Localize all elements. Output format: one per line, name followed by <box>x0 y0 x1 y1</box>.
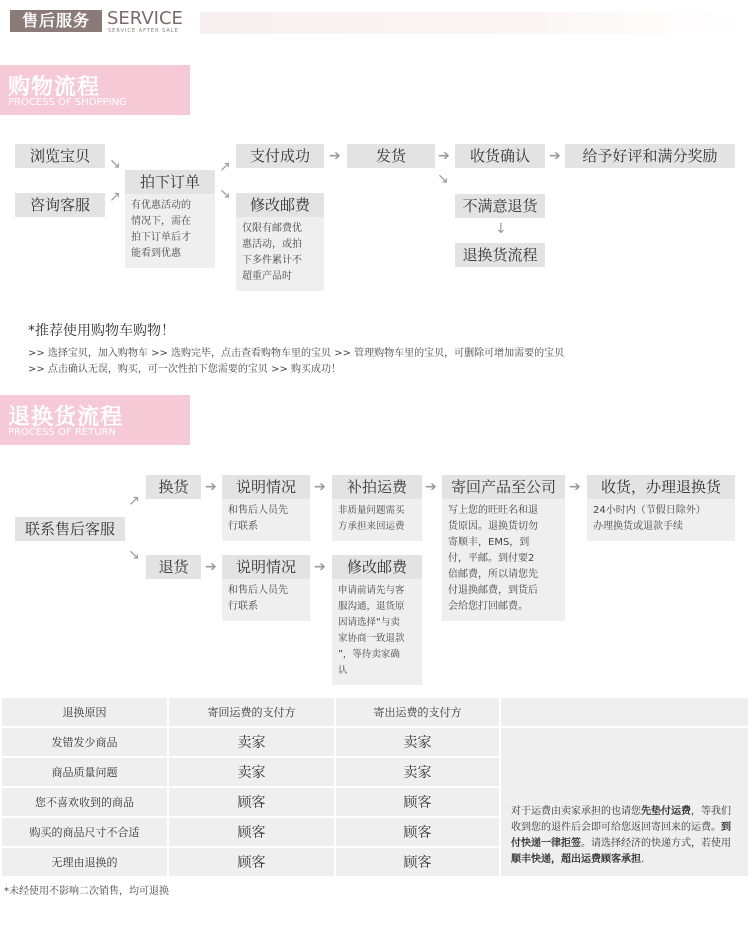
return-title-en: PROCESS OF RETURN <box>8 427 116 438</box>
arrow-right-icon: ➔ <box>438 148 450 164</box>
table-cell: 卖家 <box>336 728 499 756</box>
arrow-down-right-icon: ↘ <box>437 171 449 187</box>
step-return-flow: 退换货流程 <box>455 243 545 267</box>
table-header-empty <box>501 698 748 726</box>
arrow-right-icon: ➔ <box>549 148 561 164</box>
arrow-down-right-icon: ↘ <box>219 186 231 202</box>
table-cell: 顾客 <box>336 788 499 816</box>
arrow-down-icon: ↓ <box>495 221 507 237</box>
step-send-back-desc: 写上您的旺旺名和退 货原因。退换货切勿 寄顺丰，EMS，到 付，平邮。到付要2 倍邮费，所以请您先 付退换邮费，到货后 会给您打回邮费。 <box>442 499 565 621</box>
arrow-up-right-icon: ↗ <box>219 159 231 175</box>
table-cell: 卖家 <box>336 758 499 786</box>
table-row <box>2 728 748 756</box>
step-review: 给予好评和满分奖励 <box>565 144 735 168</box>
step-modify-fee: 修改邮费 <box>236 193 324 217</box>
step-explain-exchange: 说明情况 <box>222 475 310 499</box>
table-cell: 顾客 <box>169 788 334 816</box>
step-exchange: 换货 <box>146 475 201 499</box>
step-explain-refund-desc: 和售后人员先 行联系 <box>222 579 310 621</box>
table-cell: 顾客 <box>336 848 499 876</box>
table-cell: 商品质量问题 <box>2 758 167 786</box>
arrow-down-right-icon: ↘ <box>128 547 140 563</box>
step-explain-refund: 说明情况 <box>222 555 310 579</box>
recommend-line-2: >> 点击确认无误，购买，可一次性拍下您需要的宝贝 >> 购买成功！ <box>28 364 342 375</box>
table-header: 寄回运费的支付方 <box>169 698 334 726</box>
step-order-desc: 有优惠活动的 情况下，需在 拍下订单后才 能看到优惠 <box>125 194 215 268</box>
recommend-title: *推荐使用购物车购物！ <box>28 323 175 339</box>
shopping-section-header <box>0 65 190 115</box>
table-cell: 顾客 <box>169 818 334 846</box>
return-fee-table <box>0 696 750 878</box>
table-cell: 顾客 <box>169 848 334 876</box>
table-header: 寄出运费的支付方 <box>336 698 499 726</box>
step-unsatisfied: 不满意退货 <box>455 194 545 218</box>
arrow-up-right-icon: ↗ <box>128 493 140 509</box>
arrow-right-icon: ➔ <box>314 479 326 495</box>
fee-note: 对于运费由卖家承担的也请您先垫付运费，等我们收到您的退件后会即可给您返回寄回来的运费。到付快递一律拒签。请选择经济的快递方式，若使用顺丰快递，超出运费顾客承担. <box>501 728 748 876</box>
step-supplement-fee: 补拍运费 <box>332 475 422 499</box>
step-browse: 浏览宝贝 <box>15 144 105 168</box>
step-refund: 退货 <box>146 555 201 579</box>
service-title-en: SERVICE <box>107 8 183 29</box>
shopping-title-en: PROCESS OF SHOPPING <box>8 97 127 108</box>
arrow-right-icon: ➔ <box>205 479 217 495</box>
table-cell: 顾客 <box>336 818 499 846</box>
step-done-desc: 24小时内（节假日除外） 办理换货或退款手续 <box>587 499 735 541</box>
service-badge: 售后服务 <box>10 10 102 32</box>
step-modify-return-fee: 修改邮费 <box>332 555 422 579</box>
table-cell: 发错发少商品 <box>2 728 167 756</box>
arrow-right-icon: ➔ <box>205 559 217 575</box>
table-cell: 卖家 <box>169 758 334 786</box>
service-subtitle-en: SERVICE AFTER SALE <box>108 28 179 34</box>
step-modify-return-desc: 申请前请先与客 服沟通，退货原 因请选择“与卖 家协商一致退款 ”，等待卖家确 认 <box>332 579 422 685</box>
table-cell: 购买的商品尺寸不合适 <box>2 818 167 846</box>
step-supplement-desc: 非质量问题需买 方承担来回运费 <box>332 499 422 541</box>
step-done: 收货，办理退换货 <box>587 475 735 499</box>
return-section-header <box>0 395 190 445</box>
step-receive: 收货确认 <box>455 144 545 168</box>
step-modify-desc: 仅限有邮费优 惠活动，或拍 下多件累计不 超重产品时 <box>236 217 324 291</box>
table-cell: 无理由退换的 <box>2 848 167 876</box>
arrow-up-right-icon: ↗ <box>109 189 121 205</box>
step-order: 拍下订单 <box>125 170 215 194</box>
arrow-right-icon: ➔ <box>425 479 437 495</box>
footnote: *未经使用不影响二次销售，均可退换 <box>4 886 169 897</box>
step-pay: 支付成功 <box>236 144 324 168</box>
arrow-down-right-icon: ↘ <box>109 156 121 172</box>
table-header-row <box>2 698 748 726</box>
step-contact-service: 联系售后客服 <box>15 517 125 541</box>
arrow-right-icon: ➔ <box>314 559 326 575</box>
shopping-title: 购物流程 <box>8 75 101 100</box>
table-header: 退换原因 <box>2 698 167 726</box>
step-send-back: 寄回产品至公司 <box>442 475 565 499</box>
arrow-right-icon: ➔ <box>329 148 341 164</box>
return-title: 退换货流程 <box>8 405 124 430</box>
table-cell: 卖家 <box>169 728 334 756</box>
header-gradient-bar <box>200 12 750 34</box>
step-explain-exchange-desc: 和售后人员先 行联系 <box>222 499 310 541</box>
step-consult: 咨询客服 <box>15 193 105 217</box>
recommend-line-1: >> 选择宝贝，加入购物车 >> 选购完毕，点击查看购物车里的宝贝 >> 管理购物车里的宝贝，可删除可增加需要的宝贝 <box>28 348 565 359</box>
step-ship: 发货 <box>347 144 435 168</box>
arrow-right-icon: ➔ <box>569 479 581 495</box>
table-cell: 您不喜欢收到的商品 <box>2 788 167 816</box>
